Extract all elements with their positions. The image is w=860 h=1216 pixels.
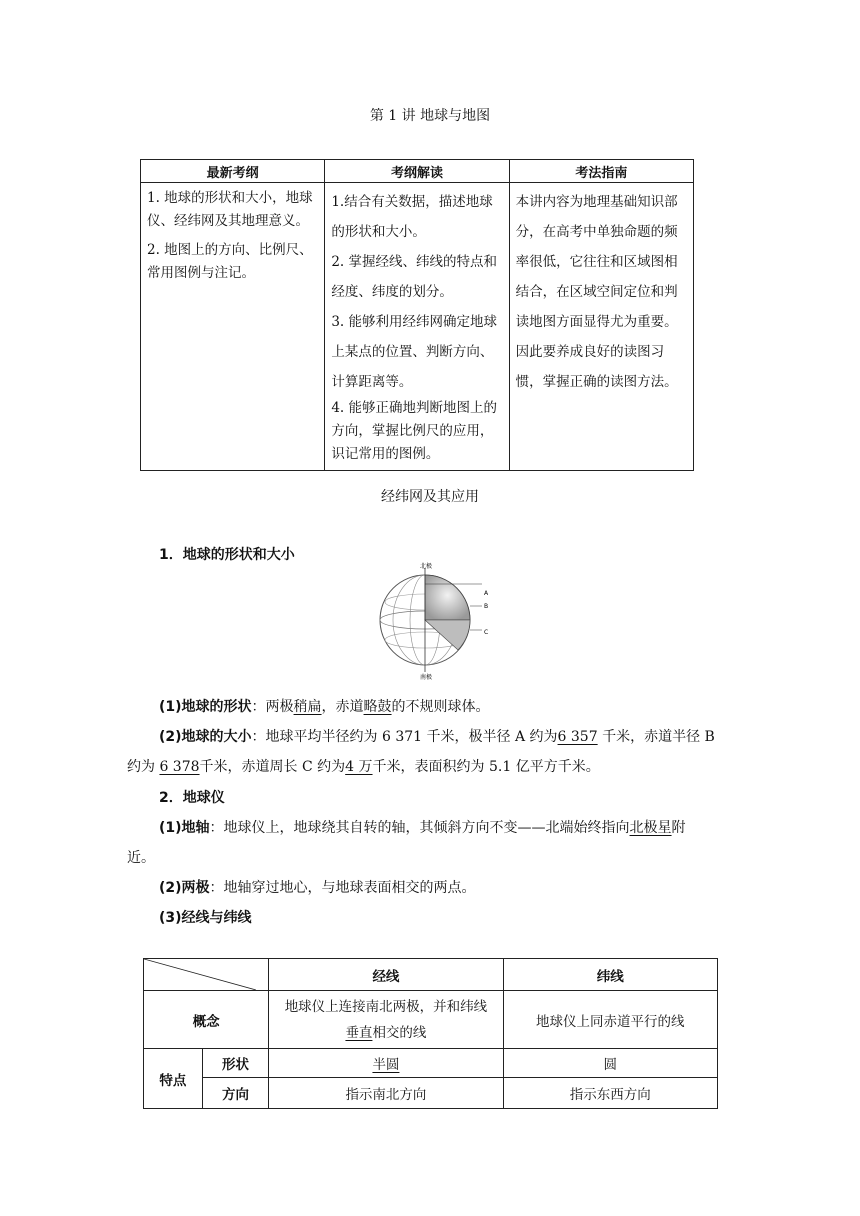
syllabus-col-3 [509, 183, 693, 471]
row-concept: 概念 [144, 991, 269, 1049]
header-meridian: 经线 [269, 959, 503, 991]
interpretation-item: 2. 掌握经线、纬线的特点和经度、纬度的划分。 [331, 254, 497, 300]
header-syllabus-interpretation: 考纲解读 [325, 160, 509, 183]
direction-parallel: 指示东西方向 [503, 1078, 717, 1109]
label-b: B [484, 603, 489, 610]
text: 千米，赤道周长 C 约为 [199, 759, 346, 775]
shape-parallel: 圆 [503, 1049, 717, 1078]
text: ：地轴穿过地心，与地球表面相交的两点。 [209, 880, 476, 896]
para-earth-size [159, 722, 739, 752]
interpretation-item: 1.结合有关数据，描述地球的形状和大小。 [331, 194, 493, 240]
north-pole-label: 北极 [419, 563, 433, 570]
diagonal-line [144, 959, 256, 990]
text: ：地球平均半径约为 6 371 千米，极半径 A 约为 [251, 729, 558, 745]
interpretation-item: 4. 能够正确地判断地图上的方向，掌握比例尺的应用，识记常用的图例。 [331, 400, 497, 462]
concept-meridian [269, 991, 503, 1049]
label-lines: (3)经线与纬线 [159, 910, 252, 926]
row-features: 特点 [144, 1049, 203, 1109]
text: 约为 [127, 759, 160, 775]
text: ：两极 [251, 699, 294, 715]
answer-underline: 6 357 [557, 729, 598, 745]
heading-shape-size: 1．地球的形状和大小 [159, 547, 295, 563]
globe-diagram [370, 562, 500, 680]
answer-underline: 略鼓 [363, 699, 392, 715]
para-lines [159, 903, 769, 933]
shape-meridian [269, 1049, 503, 1078]
para-poles [159, 873, 769, 903]
header-latest-syllabus: 最新考纲 [141, 160, 325, 183]
label-earth-shape: (1)地球的形状 [159, 699, 252, 715]
meridian-parallel-table [143, 958, 718, 1109]
text: ：地球仪上，地球绕其自转的轴，其倾斜方向不变——北端始终指向 [209, 820, 630, 836]
answer-underline: 垂直 [345, 1024, 373, 1041]
text: ，赤道 [321, 699, 364, 715]
label-a: A [484, 590, 489, 597]
section-title: 经纬网及其应用 [381, 489, 479, 505]
row-direction: 方向 [202, 1078, 269, 1109]
exam-guide-text: 本讲内容为地理基础知识部分，在高考中单独命题的频率很低，它往往和区域图相结合，在区域空间定位和判读地图方面显得尤为重要。因此要养成良好的读图习惯，掌握正确的读图方法。 [515, 194, 678, 390]
south-pole-label: 南极 [419, 674, 433, 680]
row-shape: 形状 [202, 1049, 269, 1078]
answer-underline: 6 378 [159, 759, 200, 775]
answer-underline: 北极星 [629, 820, 672, 836]
para-earth-shape [159, 692, 769, 722]
para-earth-size-cont [127, 752, 737, 782]
answer-underline: 4 万 [345, 759, 373, 775]
text: 相交的线 [372, 1024, 427, 1041]
label-c: C [484, 629, 489, 636]
para-axis-cont: 近。 [127, 850, 155, 866]
answer-underline: 半圆 [372, 1057, 400, 1073]
header-exam-guide: 考法指南 [509, 160, 693, 183]
direction-meridian: 指示南北方向 [269, 1078, 503, 1109]
syllabus-item: 1. 地球的形状和大小，地球仪、经纬网及其地理意义。 [147, 190, 313, 229]
label-earth-size: (2)地球的大小 [159, 729, 252, 745]
syllabus-table [140, 159, 694, 471]
answer-underline: 稍扁 [293, 699, 322, 715]
para-axis [159, 813, 739, 843]
label-poles: (2)两极 [159, 880, 210, 896]
text: 千米，表面积约为 5.1 亿平方千米。 [372, 759, 600, 775]
syllabus-item: 2. 地图上的方向、比例尺、常用图例与注记。 [147, 242, 313, 281]
syllabus-col-2 [325, 183, 509, 471]
syllabus-col-1 [141, 183, 325, 471]
concept-parallel: 地球仪上同赤道平行的线 [503, 991, 717, 1049]
header-parallel: 纬线 [503, 959, 717, 991]
diagonal-header-cell [144, 959, 269, 991]
label-axis: (1)地轴 [159, 820, 210, 836]
text: 地球仪上连接南北两极，并和纬线 [284, 998, 488, 1015]
text: 附 [671, 820, 686, 836]
text: 的不规则球体。 [391, 699, 490, 715]
heading-globe: 2．地球仪 [159, 790, 225, 806]
text: 千米，赤道半径 B [597, 729, 715, 745]
interpretation-item: 3. 能够利用经纬网确定地球上某点的位置、判断方向、计算距离等。 [331, 314, 497, 390]
page-title: 第 1 讲 地球与地图 [369, 108, 491, 124]
